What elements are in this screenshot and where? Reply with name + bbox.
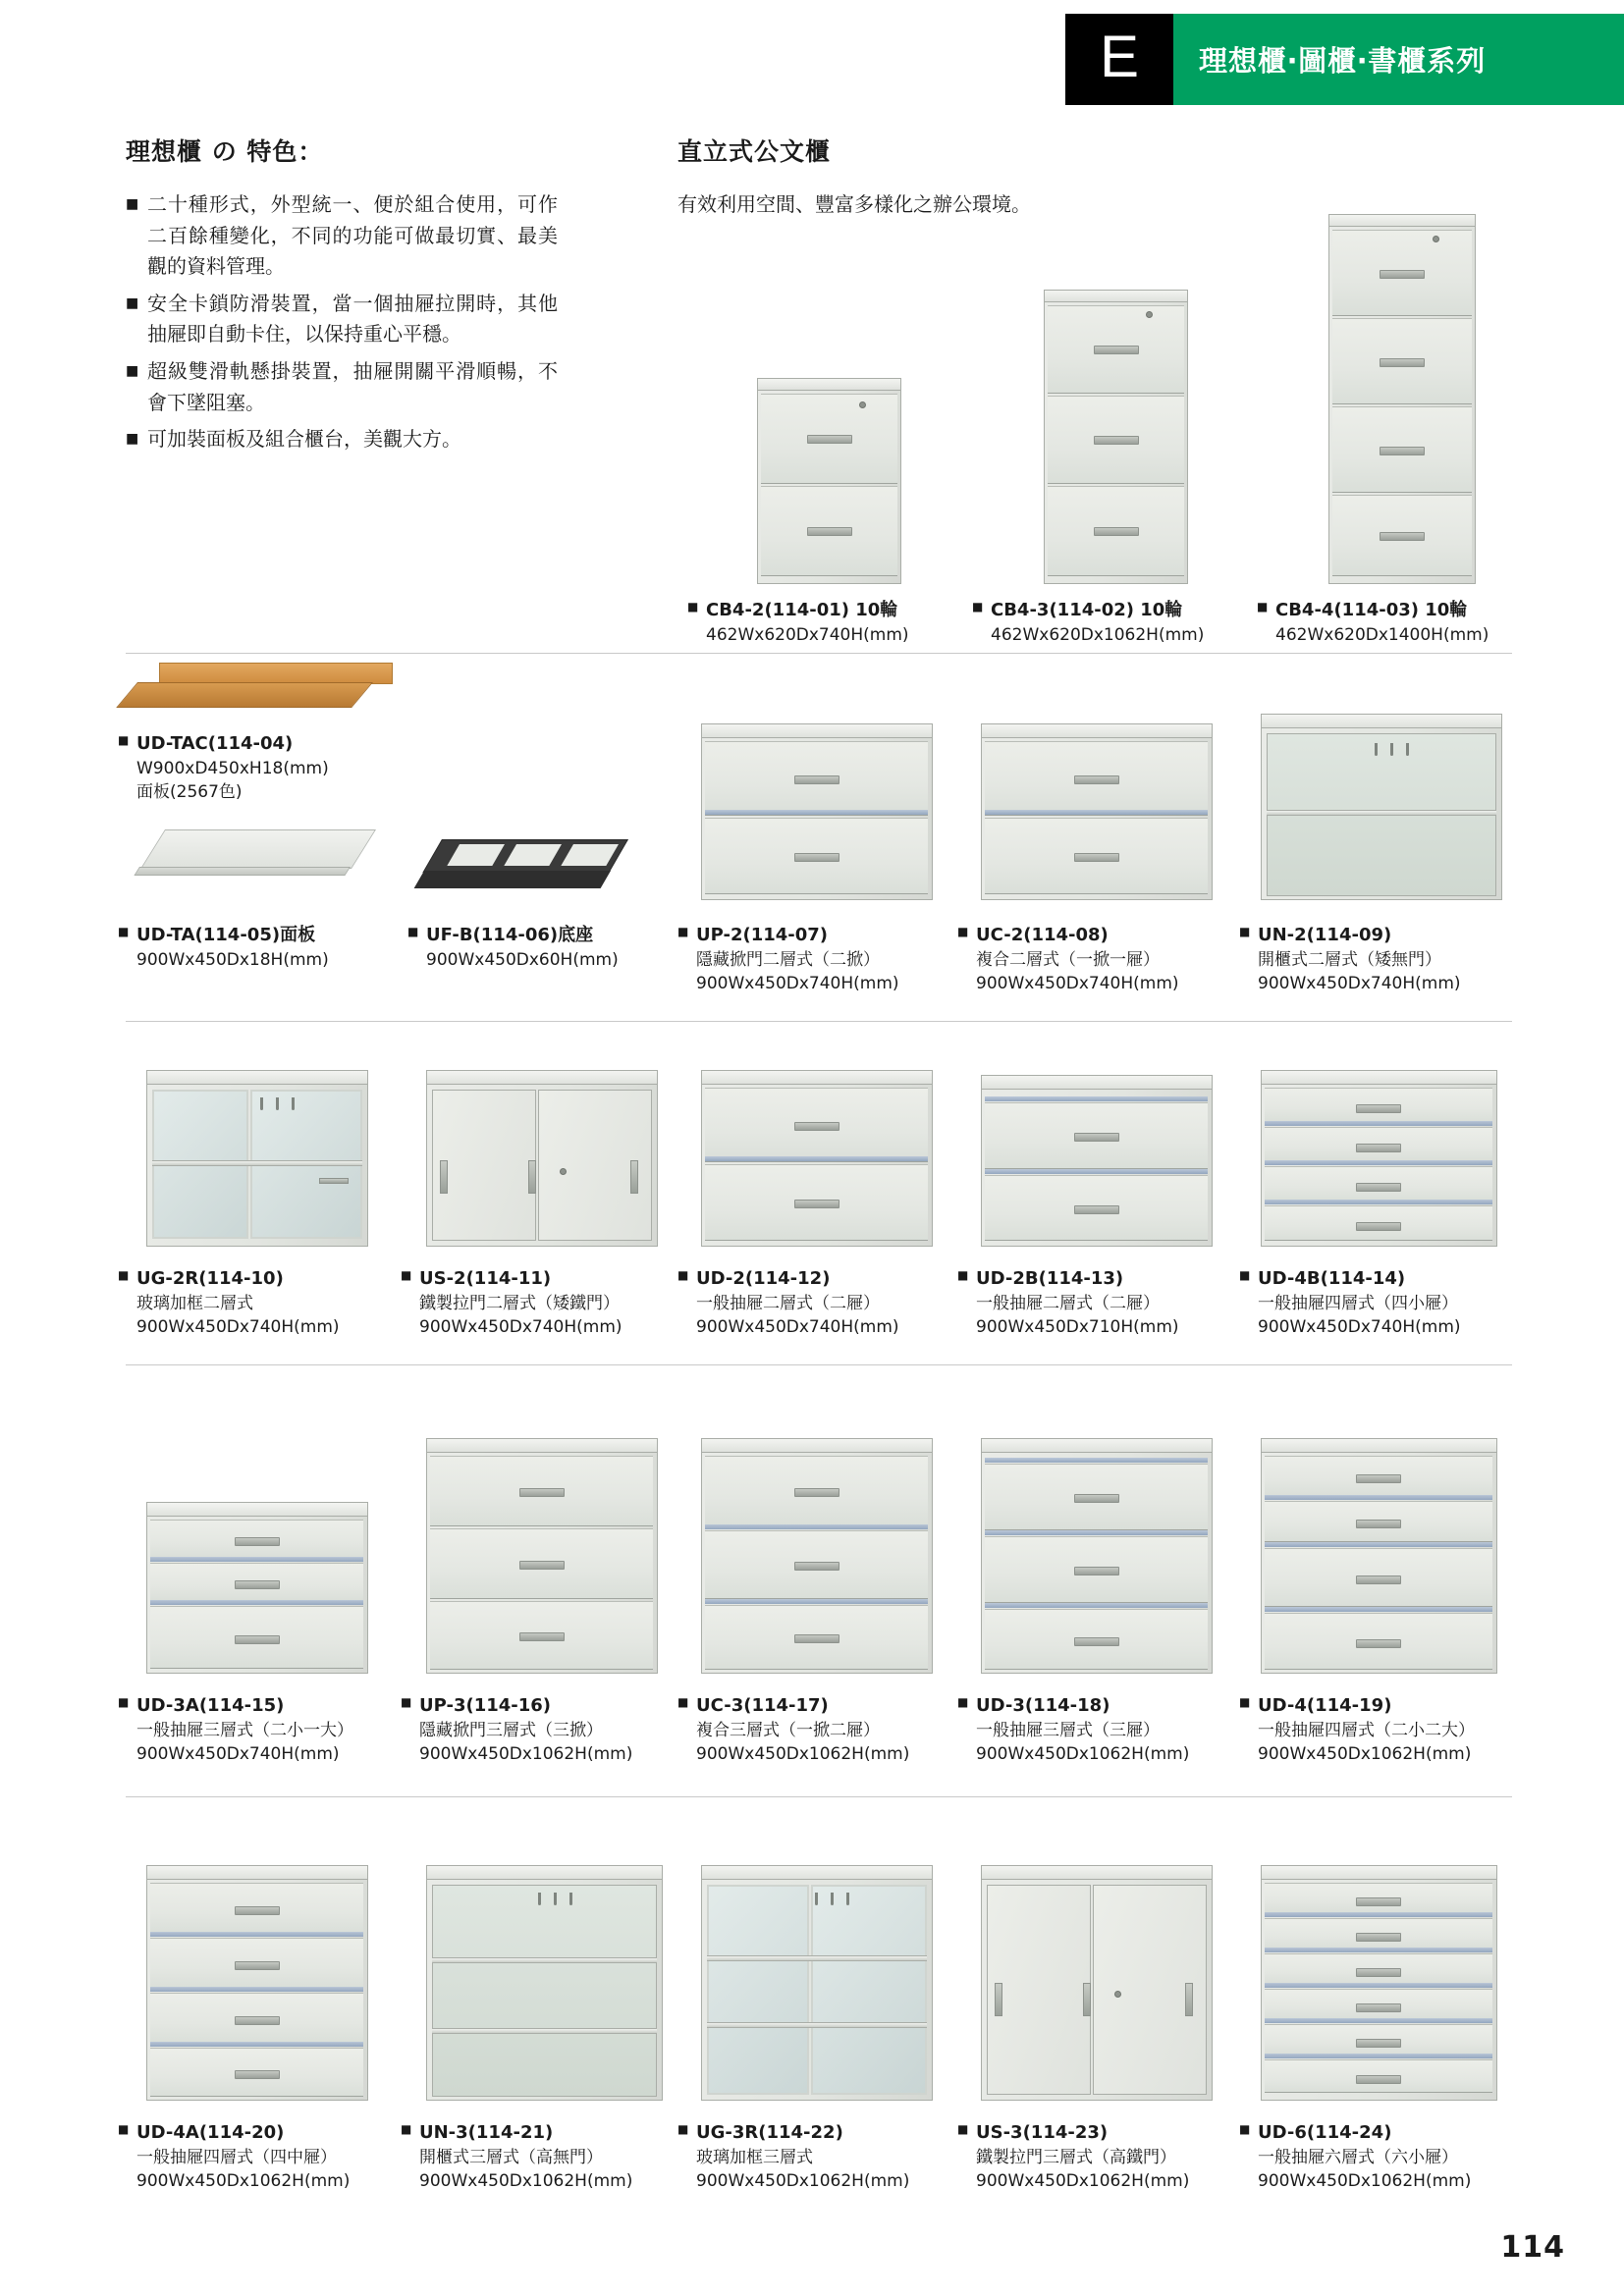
accent-stripe bbox=[150, 1557, 363, 1562]
divider bbox=[126, 1364, 1512, 1365]
product-caption-ud-4b bbox=[1239, 1266, 1524, 1339]
accent-stripe bbox=[1265, 1948, 1492, 1952]
accent-stripe bbox=[150, 1600, 363, 1605]
product-code: ■ CB4-2(114-01) 10輪 bbox=[687, 598, 972, 623]
handle bbox=[630, 1160, 638, 1194]
product-desc: 一般抽屜六層式（六小屜） bbox=[1258, 2147, 1458, 2167]
drawer bbox=[150, 1606, 363, 1669]
drawer bbox=[1048, 486, 1184, 576]
product-image-ud-tac bbox=[137, 663, 393, 721]
accent-stripe bbox=[985, 1458, 1208, 1463]
handle bbox=[319, 1178, 349, 1184]
cabinet-top bbox=[981, 1865, 1213, 1879]
feature-item: ■ 超級雙滑軌懸掛裝置，抽屜開關平滑順暢，不會下墜阻塞。 bbox=[126, 356, 558, 418]
product-dimension: 900Wx450Dx740H(mm) bbox=[1258, 1316, 1461, 1337]
product-desc: 隱藏掀門二層式（二掀） bbox=[696, 949, 880, 970]
product-image-ud-2 bbox=[687, 1070, 933, 1247]
cabinet-top bbox=[426, 1070, 658, 1084]
shelf-divider bbox=[1267, 810, 1496, 816]
page-number: 114 bbox=[1500, 2230, 1565, 2265]
features-list bbox=[126, 189, 558, 455]
product-image-un-2 bbox=[1247, 714, 1502, 900]
accent-stripe bbox=[1265, 2018, 1492, 2023]
accent-stripe bbox=[1265, 1542, 1492, 1547]
accent-stripe bbox=[705, 1156, 928, 1161]
section-letter-block bbox=[1065, 14, 1173, 105]
drawer bbox=[985, 1102, 1208, 1169]
product-desc: 一般抽屜二層式（二屜） bbox=[696, 1293, 880, 1313]
product-desc: 一般抽屜二層式（二屜） bbox=[976, 1293, 1160, 1313]
hook-icon bbox=[538, 1893, 572, 1905]
product-dimension: 900Wx450Dx1062H(mm) bbox=[1258, 2170, 1472, 2191]
drawer bbox=[1265, 1989, 1492, 2020]
product-image-ud-3 bbox=[967, 1438, 1213, 1674]
drawer bbox=[1265, 1953, 1492, 1985]
intro-title: 直立式公文櫃 bbox=[677, 137, 832, 166]
flip-door bbox=[430, 1456, 653, 1526]
product-code: ■ UD-6(114-24) bbox=[1239, 2120, 1524, 2146]
product-code: ■ UD-3(114-18) bbox=[957, 1693, 1242, 1719]
product-caption-cb4-4 bbox=[1257, 598, 1542, 647]
shelf-divider bbox=[707, 2022, 927, 2028]
drawer bbox=[1048, 396, 1184, 484]
accent-stripe bbox=[985, 1169, 1208, 1174]
drawer bbox=[1265, 1548, 1492, 1607]
product-dimension: 900Wx450Dx1062H(mm) bbox=[976, 2170, 1190, 2191]
product-code: ■ UD-3A(114-15) bbox=[118, 1693, 393, 1719]
product-caption-uc-2 bbox=[957, 923, 1232, 995]
product-caption-ug-2r bbox=[118, 1266, 393, 1339]
accent-stripe bbox=[705, 1524, 928, 1529]
product-code: ■ UD-2B(114-13) bbox=[957, 1266, 1242, 1292]
drawer bbox=[1265, 2059, 1492, 2093]
divider bbox=[126, 653, 1512, 654]
shelf-divider bbox=[432, 2028, 657, 2034]
lock-icon bbox=[859, 401, 866, 408]
lock-icon bbox=[1114, 1991, 1121, 1998]
cabinet-top bbox=[1261, 1865, 1497, 1879]
product-image-cb4-4 bbox=[1321, 214, 1476, 584]
drawer bbox=[705, 1164, 928, 1241]
product-dimension: 900Wx450Dx740H(mm) bbox=[1258, 973, 1461, 993]
product-code: ■ US-2(114-11) bbox=[401, 1266, 685, 1292]
product-caption-ud-2b bbox=[957, 1266, 1242, 1339]
product-dimension: 900Wx450Dx1062H(mm) bbox=[976, 1743, 1190, 1764]
drawer bbox=[150, 1520, 363, 1559]
product-caption-ud-6 bbox=[1239, 2120, 1524, 2193]
handle bbox=[995, 1983, 1002, 2016]
product-code: ■ UD-TA(114-05)面板 bbox=[118, 923, 373, 948]
accent-stripe bbox=[150, 2042, 363, 2047]
product-image-ud-4 bbox=[1247, 1438, 1497, 1674]
drawer bbox=[1332, 495, 1472, 576]
drawer bbox=[150, 1938, 363, 1989]
product-code: ■ UC-2(114-08) bbox=[957, 923, 1232, 948]
hook-icon bbox=[815, 1893, 849, 1905]
cabinet-top bbox=[701, 723, 933, 737]
cabinet-top bbox=[1261, 1438, 1497, 1452]
product-code: ■ UD-4(114-19) bbox=[1239, 1693, 1524, 1719]
drawer bbox=[1265, 1127, 1492, 1162]
product-caption-un-3 bbox=[401, 2120, 685, 2193]
page-header bbox=[1065, 14, 1624, 105]
cabinet-top bbox=[1328, 214, 1476, 226]
accent-stripe bbox=[705, 1599, 928, 1604]
product-code: ■ UG-2R(114-10) bbox=[118, 1266, 393, 1292]
product-desc: 一般抽屜四層式（四小屜） bbox=[1258, 1293, 1458, 1313]
cabinet-top bbox=[981, 1438, 1213, 1452]
drawer bbox=[705, 1605, 928, 1670]
product-caption-ud-ta bbox=[118, 923, 373, 972]
feature-item: ■ 安全卡鎖防滑裝置，當一個抽屜拉開時，其他抽屜即自動卡住，以保持重心平穩。 bbox=[126, 289, 558, 350]
cabinet-top bbox=[981, 723, 1213, 737]
features-title: 理想櫃 の 特色： bbox=[126, 137, 324, 166]
product-code: ■ UC-3(114-17) bbox=[677, 1693, 962, 1719]
panel-edge bbox=[134, 867, 351, 876]
flip-door bbox=[430, 1528, 653, 1599]
drawer bbox=[150, 1563, 363, 1602]
product-code: ■ CB4-4(114-03) 10輪 bbox=[1257, 598, 1542, 623]
lock-icon bbox=[1433, 236, 1439, 242]
drawer bbox=[1265, 1088, 1492, 1123]
drawer bbox=[1265, 1918, 1492, 1949]
drawer bbox=[1265, 1166, 1492, 1201]
accent-stripe bbox=[985, 1603, 1208, 1608]
product-image-ug-3r bbox=[687, 1865, 933, 2101]
product-dimension: 900Wx450Dx740H(mm) bbox=[419, 1316, 623, 1337]
product-dimension: 462Wx620Dx1062H(mm) bbox=[991, 624, 1205, 645]
product-code: ■ UD-TAC(114-04) bbox=[118, 731, 412, 757]
accent-stripe bbox=[1265, 1983, 1492, 1988]
drawer bbox=[1265, 1613, 1492, 1670]
cabinet-top bbox=[426, 1438, 658, 1452]
product-desc: 隱藏掀門三層式（三掀） bbox=[419, 1720, 603, 1740]
drawer bbox=[705, 1530, 928, 1599]
product-desc: 一般抽屜三層式（二小一大） bbox=[136, 1720, 353, 1740]
glass-door bbox=[707, 1885, 809, 2095]
cabinet-top bbox=[1261, 714, 1502, 727]
handle bbox=[440, 1160, 448, 1194]
product-code: ■ UF-B(114-06)底座 bbox=[407, 923, 663, 948]
product-dimension: W900xD450xH18(mm) bbox=[136, 758, 329, 778]
product-code: ■ UD-4A(114-20) bbox=[118, 2120, 393, 2146]
handle bbox=[1185, 1983, 1193, 2016]
product-desc: 鐵製拉門三層式（高鐵門） bbox=[976, 2147, 1176, 2167]
drawer bbox=[1265, 1883, 1492, 1914]
product-image-uc-2 bbox=[967, 723, 1213, 900]
drawer bbox=[985, 818, 1208, 894]
cabinet-top bbox=[701, 1865, 933, 1879]
cabinet-top bbox=[1261, 1070, 1497, 1084]
cabinet-top bbox=[1044, 290, 1188, 301]
product-caption-us-3 bbox=[957, 2120, 1242, 2193]
drawer bbox=[1265, 1456, 1492, 1497]
product-image-ud-3a bbox=[133, 1502, 368, 1674]
product-desc: 鐵製拉門二層式（矮鐵門） bbox=[419, 1293, 620, 1313]
intro-text: 有效利用空間、豐富多樣化之辦公環境。 bbox=[677, 192, 1031, 216]
accent-stripe bbox=[1265, 1912, 1492, 1917]
drawer bbox=[985, 1536, 1208, 1603]
drawer bbox=[1332, 406, 1472, 493]
drawer bbox=[150, 1883, 363, 1934]
product-image-up-3 bbox=[412, 1438, 658, 1674]
product-desc: 一般抽屜四層式（四中屜） bbox=[136, 2147, 337, 2167]
accent-stripe bbox=[1265, 1607, 1492, 1612]
product-caption-cb4-2 bbox=[687, 598, 972, 647]
drawer bbox=[985, 1175, 1208, 1241]
product-image-us-2 bbox=[412, 1070, 658, 1247]
product-caption-ud-4 bbox=[1239, 1693, 1524, 1766]
flip-door bbox=[705, 741, 928, 816]
product-dimension: 900Wx450Dx60H(mm) bbox=[426, 949, 619, 970]
accent-stripe bbox=[1265, 1121, 1492, 1126]
handle bbox=[528, 1160, 536, 1194]
product-dimension: 900Wx450Dx710H(mm) bbox=[976, 1316, 1179, 1337]
product-caption-ud-2 bbox=[677, 1266, 952, 1339]
panel-edge bbox=[116, 682, 373, 708]
product-image-cb4-2 bbox=[749, 378, 901, 584]
section-letter: E bbox=[1099, 23, 1140, 89]
product-image-up-2 bbox=[687, 723, 933, 900]
product-code: ■ US-3(114-23) bbox=[957, 2120, 1242, 2146]
product-dimension: 462Wx620Dx740H(mm) bbox=[706, 624, 909, 645]
shelf-divider bbox=[707, 1955, 927, 1961]
product-dimension: 900Wx450Dx740H(mm) bbox=[696, 973, 899, 993]
product-dimension: 900Wx450Dx740H(mm) bbox=[976, 973, 1179, 993]
product-desc: 開櫃式三層式（高無門） bbox=[419, 2147, 603, 2167]
flip-door bbox=[705, 1456, 928, 1526]
shelf-divider bbox=[432, 1957, 657, 1963]
product-image-ud-6 bbox=[1247, 1865, 1497, 2101]
cabinet-top bbox=[426, 1865, 663, 1879]
product-image-ud-4a bbox=[133, 1865, 368, 2101]
cabinet-top bbox=[146, 1502, 368, 1516]
cabinet-top bbox=[701, 1438, 933, 1452]
product-image-ud-2b bbox=[967, 1075, 1213, 1247]
panel-top bbox=[159, 663, 393, 684]
features-section bbox=[126, 133, 558, 461]
cabinet-top bbox=[981, 1075, 1213, 1089]
product-dimension: 900Wx450Dx1062H(mm) bbox=[136, 2170, 351, 2191]
lock-icon bbox=[560, 1168, 567, 1175]
product-image-un-3 bbox=[412, 1865, 663, 2101]
drawer bbox=[1265, 1205, 1492, 1241]
product-dimension: 900Wx450Dx740H(mm) bbox=[136, 1316, 340, 1337]
cabinet-top bbox=[701, 1070, 933, 1084]
product-dimension: 900Wx450Dx740H(mm) bbox=[136, 1743, 340, 1764]
product-code: ■ CB4-3(114-02) 10輪 bbox=[972, 598, 1257, 623]
divider bbox=[126, 1021, 1512, 1022]
drawer bbox=[1265, 2024, 1492, 2056]
product-image-cb4-3 bbox=[1036, 290, 1188, 584]
handle bbox=[1083, 1983, 1091, 2016]
cabinet-top bbox=[146, 1070, 368, 1084]
product-dimension: 900Wx450Dx18H(mm) bbox=[136, 949, 329, 970]
product-desc: 一般抽屜四層式（二小二大） bbox=[1258, 1720, 1475, 1740]
product-dimension: 900Wx450Dx1062H(mm) bbox=[1258, 1743, 1472, 1764]
cabinet-top bbox=[146, 1865, 368, 1879]
product-code: ■ UD-4B(114-14) bbox=[1239, 1266, 1524, 1292]
product-desc: 玻璃加框二層式 bbox=[136, 1293, 253, 1313]
product-image-ud-ta bbox=[137, 829, 383, 898]
product-code: ■ UP-2(114-07) bbox=[677, 923, 952, 948]
drawer bbox=[1048, 305, 1184, 394]
product-caption-us-2 bbox=[401, 1266, 685, 1339]
accent-stripe bbox=[150, 1932, 363, 1937]
accent-stripe bbox=[705, 810, 928, 815]
product-image-ud-4b bbox=[1247, 1070, 1497, 1247]
flip-door bbox=[430, 1601, 653, 1670]
header-title-block bbox=[1173, 14, 1624, 105]
accent-stripe bbox=[1265, 1495, 1492, 1500]
product-dimension: 900Wx450Dx1062H(mm) bbox=[419, 1743, 633, 1764]
drawer bbox=[1332, 318, 1472, 404]
accent-stripe bbox=[150, 1987, 363, 1992]
product-image-uf-b bbox=[422, 839, 633, 908]
product-desc: 開櫃式二層式（矮無門） bbox=[1258, 949, 1441, 970]
product-dimension: 900Wx450Dx740H(mm) bbox=[696, 1316, 899, 1337]
product-dimension: 900Wx450Dx1062H(mm) bbox=[696, 1743, 910, 1764]
product-desc: 複合二層式（一掀一屜） bbox=[976, 949, 1160, 970]
product-code: ■ UG-3R(114-22) bbox=[677, 2120, 962, 2146]
product-code: ■ UP-3(114-16) bbox=[401, 1693, 685, 1719]
product-caption-uf-b bbox=[407, 923, 663, 972]
drawer bbox=[985, 1609, 1208, 1670]
accent-stripe bbox=[985, 1530, 1208, 1535]
drawer bbox=[150, 1993, 363, 2044]
product-image-ug-2r bbox=[133, 1070, 368, 1247]
glass-door bbox=[811, 1885, 927, 2095]
accent-stripe bbox=[985, 1096, 1208, 1101]
drawer bbox=[985, 1464, 1208, 1530]
drawer bbox=[1265, 1501, 1492, 1542]
product-note: 面板(2567色) bbox=[136, 781, 243, 802]
drawer bbox=[150, 2048, 363, 2097]
flip-door bbox=[985, 741, 1208, 816]
product-code: ■ UN-2(114-09) bbox=[1239, 923, 1514, 948]
accent-stripe bbox=[1265, 1200, 1492, 1204]
base-front bbox=[414, 871, 611, 888]
accent-stripe bbox=[1265, 1160, 1492, 1165]
flip-door bbox=[705, 818, 928, 894]
product-code: ■ UD-2(114-12) bbox=[677, 1266, 952, 1292]
product-caption-cb4-3 bbox=[972, 598, 1257, 647]
drawer bbox=[705, 1088, 928, 1162]
drawer bbox=[761, 486, 897, 576]
panel-top bbox=[140, 829, 376, 869]
product-caption-ug-3r bbox=[677, 2120, 962, 2193]
page-title: 理想櫃‧圖櫃‧書櫃系列 bbox=[1199, 44, 1487, 78]
product-caption-un-2 bbox=[1239, 923, 1514, 995]
drawer bbox=[761, 394, 897, 484]
product-image-us-3 bbox=[967, 1865, 1213, 2101]
open-shelf-interior bbox=[432, 1885, 657, 2097]
accent-stripe bbox=[1265, 2054, 1492, 2058]
feature-item: ■ 可加裝面板及組合櫃台，美觀大方。 bbox=[126, 424, 558, 455]
lock-icon bbox=[1146, 311, 1153, 318]
intro-section bbox=[677, 133, 1306, 219]
product-caption-ud-4a bbox=[118, 2120, 393, 2193]
product-dimension: 462Wx620Dx1400H(mm) bbox=[1275, 624, 1489, 645]
product-caption-up-3 bbox=[401, 1693, 685, 1766]
drawer bbox=[1332, 230, 1472, 316]
product-dimension: 900Wx450Dx1062H(mm) bbox=[419, 2170, 633, 2191]
product-caption-ud-3a bbox=[118, 1693, 393, 1766]
product-code: ■ UN-3(114-21) bbox=[401, 2120, 685, 2146]
product-desc: 玻璃加框三層式 bbox=[696, 2147, 813, 2167]
divider bbox=[126, 1796, 1512, 1797]
product-caption-ud-3 bbox=[957, 1693, 1242, 1766]
product-desc: 一般抽屜三層式（三屜） bbox=[976, 1720, 1160, 1740]
product-dimension: 900Wx450Dx1062H(mm) bbox=[696, 2170, 910, 2191]
accent-stripe bbox=[985, 810, 1208, 815]
shelf-divider bbox=[152, 1160, 362, 1166]
product-caption-up-2 bbox=[677, 923, 952, 995]
hook-icon bbox=[1375, 743, 1409, 756]
product-caption-uc-3 bbox=[677, 1693, 962, 1766]
hook-icon bbox=[260, 1097, 295, 1110]
product-caption-ud-tac bbox=[118, 731, 412, 804]
product-image-uc-3 bbox=[687, 1438, 933, 1674]
feature-item: ■ 二十種形式，外型統一、便於組合使用，可作二百餘種變化，不同的功能可做最切實、最美觀的資料管理。 bbox=[126, 189, 558, 283]
cabinet-top bbox=[757, 378, 901, 390]
product-desc: 複合三層式（一掀二屜） bbox=[696, 1720, 880, 1740]
